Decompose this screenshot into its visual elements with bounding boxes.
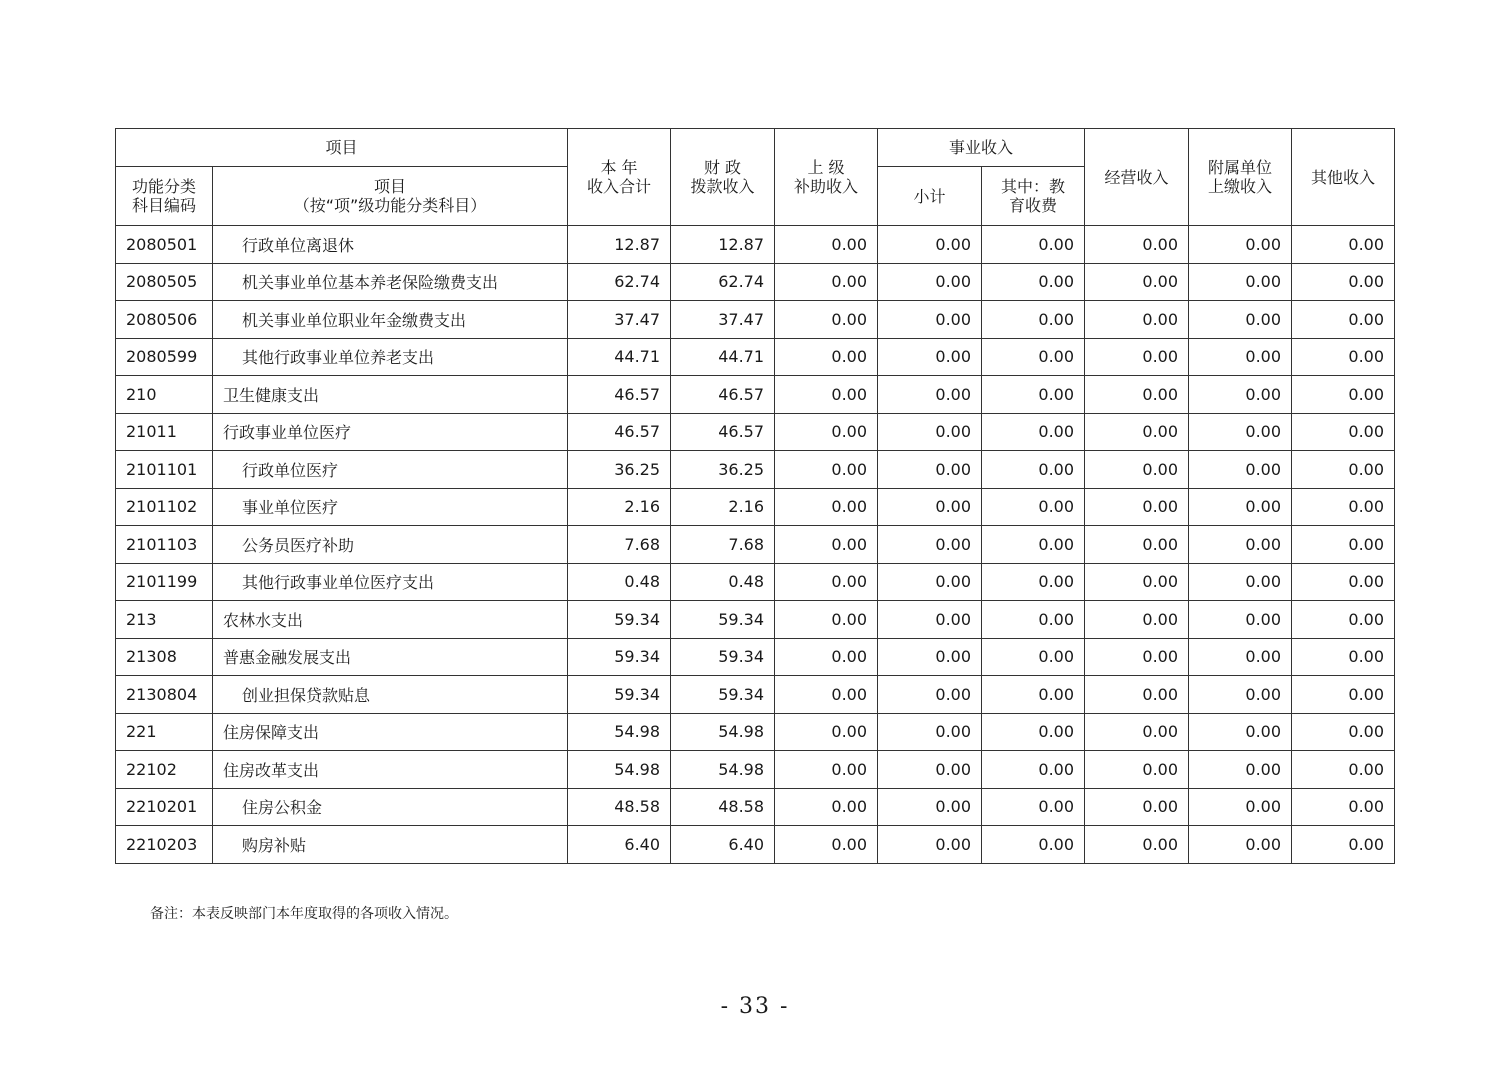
table-row bbox=[116, 226, 1395, 264]
row-name: 其他行政事业单位医疗支出 bbox=[213, 563, 568, 601]
cell-operating-income: 0.00 bbox=[1085, 751, 1189, 789]
cell-operating-income: 0.00 bbox=[1085, 676, 1189, 714]
table-row bbox=[116, 338, 1395, 376]
row-name: 事业单位医疗 bbox=[213, 488, 568, 526]
header-education-fee: 其中：教 育收费 bbox=[982, 167, 1085, 226]
cell-operating-income: 0.00 bbox=[1085, 526, 1189, 564]
cell-total-income: 46.57 bbox=[568, 413, 671, 451]
table-footnote: 备注：本表反映部门本年度取得的各项收入情况。 bbox=[150, 906, 458, 922]
cell-superior-subsidy: 0.00 bbox=[775, 826, 878, 864]
cell-fiscal-allocation: 37.47 bbox=[671, 301, 775, 339]
table-row bbox=[116, 263, 1395, 301]
cell-total-income: 36.25 bbox=[568, 451, 671, 489]
cell-education-fee: 0.00 bbox=[982, 713, 1085, 751]
row-name: 普惠金融发展支出 bbox=[213, 638, 568, 676]
row-code: 2101199 bbox=[116, 563, 213, 601]
cell-business-subtotal: 0.00 bbox=[878, 488, 982, 526]
cell-education-fee: 0.00 bbox=[982, 338, 1085, 376]
header-fiscal-allocation: 财 政 拨款收入 bbox=[671, 129, 775, 226]
cell-business-subtotal: 0.00 bbox=[878, 226, 982, 264]
cell-other-income: 0.00 bbox=[1292, 263, 1395, 301]
cell-business-subtotal: 0.00 bbox=[878, 376, 982, 414]
cell-operating-income: 0.00 bbox=[1085, 263, 1189, 301]
cell-other-income: 0.00 bbox=[1292, 451, 1395, 489]
cell-fiscal-allocation: 36.25 bbox=[671, 451, 775, 489]
cell-total-income: 48.58 bbox=[568, 788, 671, 826]
cell-operating-income: 0.00 bbox=[1085, 826, 1189, 864]
row-name: 购房补贴 bbox=[213, 826, 568, 864]
cell-affiliated-income: 0.00 bbox=[1189, 601, 1292, 639]
cell-other-income: 0.00 bbox=[1292, 751, 1395, 789]
cell-education-fee: 0.00 bbox=[982, 638, 1085, 676]
cell-total-income: 54.98 bbox=[568, 751, 671, 789]
cell-affiliated-income: 0.00 bbox=[1189, 788, 1292, 826]
cell-other-income: 0.00 bbox=[1292, 676, 1395, 714]
cell-education-fee: 0.00 bbox=[982, 301, 1085, 339]
header-project-item: 项目 （按“项”级功能分类科目） bbox=[213, 167, 568, 226]
cell-affiliated-income: 0.00 bbox=[1189, 713, 1292, 751]
cell-total-income: 59.34 bbox=[568, 638, 671, 676]
cell-total-income: 46.57 bbox=[568, 376, 671, 414]
cell-affiliated-income: 0.00 bbox=[1189, 563, 1292, 601]
cell-fiscal-allocation: 59.34 bbox=[671, 638, 775, 676]
cell-superior-subsidy: 0.00 bbox=[775, 226, 878, 264]
row-name: 机关事业单位职业年金缴费支出 bbox=[213, 301, 568, 339]
cell-total-income: 7.68 bbox=[568, 526, 671, 564]
cell-total-income: 6.40 bbox=[568, 826, 671, 864]
cell-fiscal-allocation: 46.57 bbox=[671, 413, 775, 451]
row-name: 住房公积金 bbox=[213, 788, 568, 826]
cell-operating-income: 0.00 bbox=[1085, 601, 1189, 639]
row-code: 2080505 bbox=[116, 263, 213, 301]
cell-affiliated-income: 0.00 bbox=[1189, 638, 1292, 676]
row-code: 2101102 bbox=[116, 488, 213, 526]
table-row bbox=[116, 451, 1395, 489]
table-header bbox=[116, 129, 1395, 226]
cell-operating-income: 0.00 bbox=[1085, 338, 1189, 376]
cell-business-subtotal: 0.00 bbox=[878, 451, 982, 489]
row-name: 行政单位医疗 bbox=[213, 451, 568, 489]
cell-total-income: 59.34 bbox=[568, 601, 671, 639]
cell-fiscal-allocation: 48.58 bbox=[671, 788, 775, 826]
row-code: 2210201 bbox=[116, 788, 213, 826]
cell-education-fee: 0.00 bbox=[982, 676, 1085, 714]
cell-business-subtotal: 0.00 bbox=[878, 338, 982, 376]
table-row bbox=[116, 376, 1395, 414]
cell-total-income: 12.87 bbox=[568, 226, 671, 264]
cell-other-income: 0.00 bbox=[1292, 826, 1395, 864]
cell-superior-subsidy: 0.00 bbox=[775, 676, 878, 714]
cell-fiscal-allocation: 46.57 bbox=[671, 376, 775, 414]
row-name: 公务员医疗补助 bbox=[213, 526, 568, 564]
cell-total-income: 59.34 bbox=[568, 676, 671, 714]
cell-superior-subsidy: 0.00 bbox=[775, 301, 878, 339]
cell-operating-income: 0.00 bbox=[1085, 788, 1189, 826]
cell-operating-income: 0.00 bbox=[1085, 376, 1189, 414]
row-name: 其他行政事业单位养老支出 bbox=[213, 338, 568, 376]
cell-operating-income: 0.00 bbox=[1085, 563, 1189, 601]
row-code: 21011 bbox=[116, 413, 213, 451]
cell-other-income: 0.00 bbox=[1292, 563, 1395, 601]
page-number: - 33 - bbox=[720, 994, 790, 1019]
cell-fiscal-allocation: 0.48 bbox=[671, 563, 775, 601]
cell-business-subtotal: 0.00 bbox=[878, 676, 982, 714]
cell-business-subtotal: 0.00 bbox=[878, 826, 982, 864]
cell-other-income: 0.00 bbox=[1292, 338, 1395, 376]
table-row bbox=[116, 563, 1395, 601]
cell-operating-income: 0.00 bbox=[1085, 638, 1189, 676]
cell-total-income: 37.47 bbox=[568, 301, 671, 339]
row-name: 创业担保贷款贴息 bbox=[213, 676, 568, 714]
cell-other-income: 0.00 bbox=[1292, 301, 1395, 339]
table-row bbox=[116, 413, 1395, 451]
header-business-income: 事业收入 bbox=[878, 129, 1085, 167]
cell-superior-subsidy: 0.00 bbox=[775, 788, 878, 826]
cell-affiliated-income: 0.00 bbox=[1189, 451, 1292, 489]
cell-business-subtotal: 0.00 bbox=[878, 563, 982, 601]
cell-other-income: 0.00 bbox=[1292, 226, 1395, 264]
cell-superior-subsidy: 0.00 bbox=[775, 488, 878, 526]
table-row bbox=[116, 788, 1395, 826]
cell-total-income: 2.16 bbox=[568, 488, 671, 526]
cell-other-income: 0.00 bbox=[1292, 413, 1395, 451]
row-name: 农林水支出 bbox=[213, 601, 568, 639]
cell-business-subtotal: 0.00 bbox=[878, 713, 982, 751]
cell-total-income: 62.74 bbox=[568, 263, 671, 301]
header-project: 项目 bbox=[116, 129, 568, 167]
cell-superior-subsidy: 0.00 bbox=[775, 376, 878, 414]
row-code: 2210203 bbox=[116, 826, 213, 864]
row-name: 行政事业单位医疗 bbox=[213, 413, 568, 451]
cell-affiliated-income: 0.00 bbox=[1189, 338, 1292, 376]
cell-fiscal-allocation: 2.16 bbox=[671, 488, 775, 526]
cell-education-fee: 0.00 bbox=[982, 751, 1085, 789]
cell-total-income: 44.71 bbox=[568, 338, 671, 376]
table-row bbox=[116, 826, 1395, 864]
cell-total-income: 54.98 bbox=[568, 713, 671, 751]
cell-education-fee: 0.00 bbox=[982, 563, 1085, 601]
table-row bbox=[116, 301, 1395, 339]
cell-superior-subsidy: 0.00 bbox=[775, 338, 878, 376]
table-row bbox=[116, 751, 1395, 789]
cell-other-income: 0.00 bbox=[1292, 713, 1395, 751]
cell-education-fee: 0.00 bbox=[982, 601, 1085, 639]
header-func-code: 功能分类 科目编码 bbox=[116, 167, 213, 226]
cell-education-fee: 0.00 bbox=[982, 413, 1085, 451]
cell-education-fee: 0.00 bbox=[982, 526, 1085, 564]
row-name: 住房保障支出 bbox=[213, 713, 568, 751]
cell-superior-subsidy: 0.00 bbox=[775, 713, 878, 751]
cell-business-subtotal: 0.00 bbox=[878, 788, 982, 826]
cell-business-subtotal: 0.00 bbox=[878, 413, 982, 451]
cell-operating-income: 0.00 bbox=[1085, 451, 1189, 489]
cell-affiliated-income: 0.00 bbox=[1189, 676, 1292, 714]
cell-superior-subsidy: 0.00 bbox=[775, 263, 878, 301]
cell-business-subtotal: 0.00 bbox=[878, 751, 982, 789]
row-name: 住房改革支出 bbox=[213, 751, 568, 789]
cell-other-income: 0.00 bbox=[1292, 601, 1395, 639]
table-row bbox=[116, 601, 1395, 639]
cell-superior-subsidy: 0.00 bbox=[775, 638, 878, 676]
row-name: 卫生健康支出 bbox=[213, 376, 568, 414]
row-code: 2080506 bbox=[116, 301, 213, 339]
cell-fiscal-allocation: 59.34 bbox=[671, 601, 775, 639]
cell-fiscal-allocation: 62.74 bbox=[671, 263, 775, 301]
cell-affiliated-income: 0.00 bbox=[1189, 376, 1292, 414]
cell-operating-income: 0.00 bbox=[1085, 413, 1189, 451]
cell-education-fee: 0.00 bbox=[982, 826, 1085, 864]
cell-fiscal-allocation: 12.87 bbox=[671, 226, 775, 264]
table-row bbox=[116, 713, 1395, 751]
cell-superior-subsidy: 0.00 bbox=[775, 451, 878, 489]
row-code: 2080599 bbox=[116, 338, 213, 376]
cell-operating-income: 0.00 bbox=[1085, 301, 1189, 339]
cell-fiscal-allocation: 44.71 bbox=[671, 338, 775, 376]
cell-business-subtotal: 0.00 bbox=[878, 638, 982, 676]
cell-affiliated-income: 0.00 bbox=[1189, 488, 1292, 526]
row-name: 机关事业单位基本养老保险缴费支出 bbox=[213, 263, 568, 301]
row-code: 210 bbox=[116, 376, 213, 414]
row-code: 22102 bbox=[116, 751, 213, 789]
header-subtotal: 小计 bbox=[878, 167, 982, 226]
cell-education-fee: 0.00 bbox=[982, 788, 1085, 826]
cell-education-fee: 0.00 bbox=[982, 226, 1085, 264]
cell-affiliated-income: 0.00 bbox=[1189, 751, 1292, 789]
table-row bbox=[116, 526, 1395, 564]
cell-other-income: 0.00 bbox=[1292, 488, 1395, 526]
row-code: 213 bbox=[116, 601, 213, 639]
cell-affiliated-income: 0.00 bbox=[1189, 526, 1292, 564]
cell-business-subtotal: 0.00 bbox=[878, 601, 982, 639]
cell-fiscal-allocation: 54.98 bbox=[671, 713, 775, 751]
row-code: 2101103 bbox=[116, 526, 213, 564]
cell-superior-subsidy: 0.00 bbox=[775, 526, 878, 564]
cell-fiscal-allocation: 6.40 bbox=[671, 826, 775, 864]
row-code: 2130804 bbox=[116, 676, 213, 714]
cell-affiliated-income: 0.00 bbox=[1189, 413, 1292, 451]
cell-affiliated-income: 0.00 bbox=[1189, 826, 1292, 864]
header-affiliated-income: 附属单位 上缴收入 bbox=[1189, 129, 1292, 226]
header-total-income: 本 年 收入合计 bbox=[568, 129, 671, 226]
cell-education-fee: 0.00 bbox=[982, 451, 1085, 489]
cell-total-income: 0.48 bbox=[568, 563, 671, 601]
table-body bbox=[116, 226, 1395, 864]
cell-operating-income: 0.00 bbox=[1085, 226, 1189, 264]
income-table bbox=[115, 128, 1395, 864]
table-row bbox=[116, 488, 1395, 526]
cell-affiliated-income: 0.00 bbox=[1189, 263, 1292, 301]
cell-other-income: 0.00 bbox=[1292, 788, 1395, 826]
header-superior-subsidy: 上 级 补助收入 bbox=[775, 129, 878, 226]
cell-fiscal-allocation: 7.68 bbox=[671, 526, 775, 564]
cell-superior-subsidy: 0.00 bbox=[775, 751, 878, 789]
cell-affiliated-income: 0.00 bbox=[1189, 301, 1292, 339]
cell-education-fee: 0.00 bbox=[982, 376, 1085, 414]
row-code: 2101101 bbox=[116, 451, 213, 489]
cell-other-income: 0.00 bbox=[1292, 376, 1395, 414]
header-operating-income: 经营收入 bbox=[1085, 129, 1189, 226]
cell-superior-subsidy: 0.00 bbox=[775, 563, 878, 601]
table-row bbox=[116, 676, 1395, 714]
cell-education-fee: 0.00 bbox=[982, 263, 1085, 301]
cell-business-subtotal: 0.00 bbox=[878, 301, 982, 339]
cell-operating-income: 0.00 bbox=[1085, 713, 1189, 751]
cell-education-fee: 0.00 bbox=[982, 488, 1085, 526]
cell-superior-subsidy: 0.00 bbox=[775, 413, 878, 451]
cell-other-income: 0.00 bbox=[1292, 526, 1395, 564]
cell-business-subtotal: 0.00 bbox=[878, 263, 982, 301]
row-code: 221 bbox=[116, 713, 213, 751]
cell-fiscal-allocation: 59.34 bbox=[671, 676, 775, 714]
cell-fiscal-allocation: 54.98 bbox=[671, 751, 775, 789]
row-code: 2080501 bbox=[116, 226, 213, 264]
cell-business-subtotal: 0.00 bbox=[878, 526, 982, 564]
table-row bbox=[116, 638, 1395, 676]
row-code: 21308 bbox=[116, 638, 213, 676]
row-name: 行政单位离退休 bbox=[213, 226, 568, 264]
header-other-income: 其他收入 bbox=[1292, 129, 1395, 226]
cell-other-income: 0.00 bbox=[1292, 638, 1395, 676]
cell-affiliated-income: 0.00 bbox=[1189, 226, 1292, 264]
cell-operating-income: 0.00 bbox=[1085, 488, 1189, 526]
cell-superior-subsidy: 0.00 bbox=[775, 601, 878, 639]
